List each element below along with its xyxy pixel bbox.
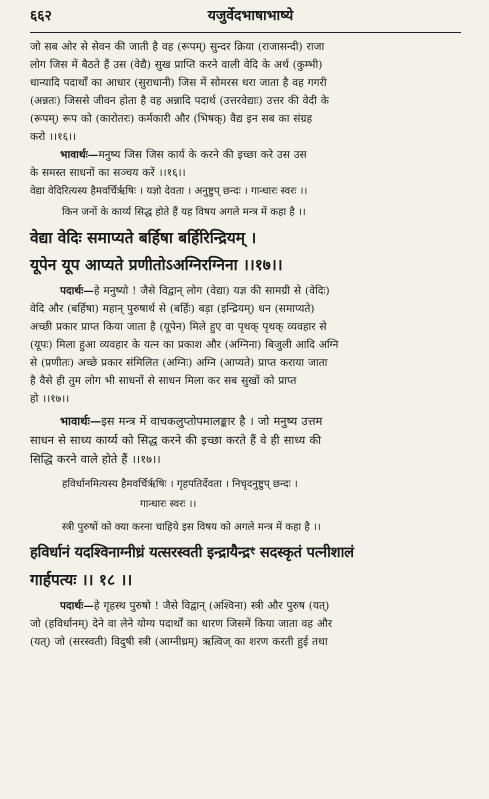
- text-line: हो ।।१७।।: [30, 393, 70, 405]
- text-line: जो (हविर्धानम्) देने वा लेने योग्य पदार्थों का धारण जिसमें किया जाता वह और: [30, 618, 333, 630]
- devata-line: हविर्धानमित्यस्य हैमवर्चिर्ऋषिः । गृहपतिर्देवता । निचृदनुष्टुप् छन्दः ।: [62, 479, 298, 490]
- text-line: सिद्धि करने वाले होते हैं ।।१७।।: [30, 452, 161, 466]
- devata-line: गान्धारः स्वरः ।।: [140, 499, 197, 510]
- devata-line: वेद्या वेदिरित्यस्य हैमवर्चिर्ऋषिः । यज्ञो देवता । अनुष्टुप् छन्दः । गान्धारः स्वरः ।।: [30, 186, 308, 197]
- text-line: [30, 412, 461, 431]
- page-number: ६६२: [30, 8, 52, 24]
- commentary-continued: [30, 38, 461, 146]
- text-line: (यूपः) मिला हुआ व्यवहार के यत्न का प्रकाश और (अग्निना) बिजुली आदि अग्नि: [30, 339, 339, 351]
- page-header: [30, 6, 461, 33]
- padarth-label: पदार्थः—: [60, 600, 94, 612]
- mantra-line: वेद्या वेदिः समाप्यते बर्हिषा बर्हिरिन्द्रियम् ।: [30, 228, 257, 247]
- text-line: है वैसे ही तुम लोग भी साधनों से साधन मिला कर सब सुखों को प्राप्त: [30, 375, 297, 387]
- mantra-17: [30, 224, 461, 278]
- text-line: वेदि और (बर्हिषा) महान् पुरुषार्थ से (बर्हिः) बड़ा (इन्द्रियम्) धन (समाप्यते): [30, 303, 315, 315]
- mantra-line: गार्हपत्यः ।। १८ ।।: [30, 570, 133, 589]
- text-line: लोग जिस में बैठते हैं उस (वेद्यै) सुख प्राप्ति करने वाली वेदि के अर्थ (कुम्भी): [30, 59, 323, 71]
- text-line: जो सब ओर से सेवन की जाती है वह (रूपम्) सुन्दर क्रिया (राजासन्दी) राजा: [30, 41, 325, 53]
- text-line: करो ।।१६।।: [30, 131, 77, 143]
- padarth-text: हे मनुष्यो ! जैसे विद्वान् लोग (वेद्या) यज्ञ की सामग्री से (वेदिः): [93, 285, 330, 297]
- text-line: के समस्त साधनों का सञ्चय करें ।।१६।।: [30, 167, 186, 179]
- padarth-text: हे गृहस्थ पुरुषो ! जैसे विद्वान् (अश्विना) स्त्री और पुरुष (यत्): [93, 600, 330, 612]
- mantra-line: हविर्धानं यदश्विनाग्नीध्रं यत्सरस्वती इन्द्रायैन्द्रꣳ सदस्कृतं पत्नीशालं: [30, 544, 354, 561]
- text-line: (यत्) जो (सरस्वती) विदुषी स्त्री (आग्नीध्रम्) ऋत्विज् का शरण करती हुई तथा: [30, 636, 328, 648]
- text-line: (रूपम्) रूप को (कारोतरः) कर्मकारी और (भिषक्) वैद्य इन सब का संग्रह: [30, 113, 313, 125]
- mantra-line: यूपेन यूप आप्यते प्रणीतोऽअग्निरग्निना ।।१७।।: [30, 255, 283, 274]
- text-line: [30, 146, 461, 164]
- padarth-17: [30, 282, 461, 408]
- bhavarth-label: भावार्थः—: [60, 414, 102, 428]
- running-head: यजुर्वेदभाषाभाष्ये: [207, 8, 294, 24]
- text-line: अच्छी प्रकार प्राप्त किया जाता है (यूपेन) मिले हुए वा पृथक् पृथक् व्यवहार से: [30, 321, 327, 333]
- text-line: (अन्नतः) जिससे जीवन होता है वह अन्नादि पदार्थ (उत्तरवेद्याः) उत्तर की वेदी के: [30, 95, 329, 107]
- mantra-intro: किन जनों के कार्य्य सिद्ध होते हैं यह विषय अगले मन्त्र में कहा है ।।: [62, 207, 306, 218]
- text-line: से (प्रणीतः) अच्छे प्रकार संमिलित (अग्निः) अग्नि (आप्यते) प्राप्त कराया जाता: [30, 357, 328, 369]
- text-line: धान्यादि पदार्थों का आधार (सुराधानी) जिस में सोमरस धरा जाता है वह गगरी: [30, 77, 327, 89]
- text-line: [30, 597, 461, 615]
- bhavarth-label: भावार्थः—: [60, 149, 99, 161]
- bhavarth-text: मनुष्य जिस जिस कार्य के करने की इच्छा करे उस उस: [98, 149, 307, 161]
- mantra-intro: स्त्री पुरुषों को क्या करना चाहिये इस विषय को अगले मन्त्र में कहा है ।।: [62, 522, 321, 533]
- bhavarth-text: इस मन्त्र में वाचकलुप्तोपमालङ्कार है । जो मनुष्य उत्तम: [101, 414, 323, 428]
- padarth-18: [30, 597, 461, 651]
- bhavarth-17: [30, 412, 461, 469]
- padarth-label: पदार्थः—: [60, 285, 94, 297]
- mantra-18: [30, 539, 461, 593]
- text-line: साधन से साध्य कार्य्य को सिद्ध करने की इच्छा करते हैं वे ही साध्य की: [30, 433, 322, 447]
- bhavarth-16: [30, 146, 461, 182]
- text-line: [30, 282, 461, 300]
